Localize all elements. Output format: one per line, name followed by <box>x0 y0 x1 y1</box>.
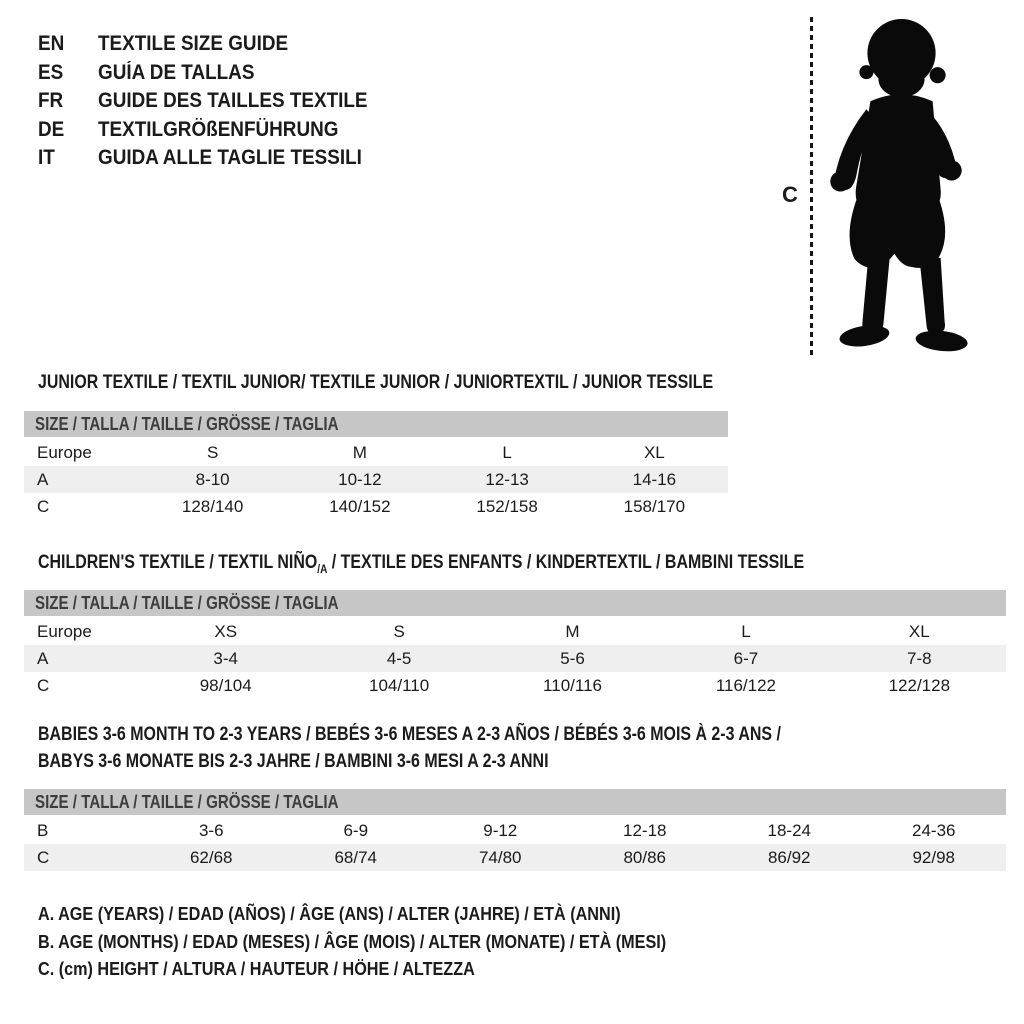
lang-title-de: TEXTILGRÖßENFÜHRUNG <box>98 117 339 141</box>
size-cell: 128/140 <box>181 496 244 516</box>
size-cell: 8-10 <box>195 469 230 489</box>
size-cell: 12-13 <box>485 469 529 489</box>
section-title-junior-text: JUNIOR TEXTILE / TEXTIL JUNIOR/ TEXTILE JUNIOR / JUNIORTEXTIL / JUNIOR TESSILE <box>38 372 714 393</box>
size-cell: 10-12 <box>338 469 382 489</box>
lang-code-de: DE <box>38 117 65 141</box>
children-title-pre: CHILDREN'S TEXTILE / TEXTIL NIÑO <box>38 552 318 573</box>
lang-row-es <box>38 59 397 88</box>
table-row <box>24 466 728 493</box>
table-row <box>24 844 1006 871</box>
table-row <box>24 817 1006 844</box>
size-cell: 9-12 <box>483 820 518 840</box>
size-cell: 18-24 <box>767 820 811 840</box>
lang-row-fr <box>38 87 397 116</box>
size-cell: 92/98 <box>912 847 956 867</box>
size-cell: 122/128 <box>888 675 951 695</box>
size-cell: 62/68 <box>189 847 233 867</box>
size-cell: 98/104 <box>199 675 252 695</box>
size-cell: 68/74 <box>334 847 378 867</box>
row-label: Europe <box>37 442 92 462</box>
size-table-junior <box>24 411 728 520</box>
size-cell: 80/86 <box>623 847 667 867</box>
table-header-junior <box>24 411 728 437</box>
lang-title-es: GUÍA DE TALLAS <box>98 60 255 84</box>
size-cell: 14-16 <box>632 469 677 489</box>
height-measure-label: C <box>782 182 798 207</box>
size-cell: M <box>565 621 580 641</box>
size-cell: 3-4 <box>213 648 238 668</box>
size-cell: 6-7 <box>733 648 759 668</box>
row-label: C <box>37 496 50 516</box>
babies-title-line2: BABYS 3-6 MONATE BIS 2-3 JAHRE / BAMBINI 3-6 MESI A 2-3 ANNI <box>38 751 549 772</box>
lang-row-de <box>38 116 397 145</box>
row-label: Europe <box>37 621 92 641</box>
legend-line-b: B. AGE (MONTHS) / EDAD (MESES) / ÂGE (MOIS) / ALTER (MONATE) / ETÀ (MESI) <box>38 931 667 952</box>
lang-title-en: TEXTILE SIZE GUIDE <box>98 32 289 56</box>
size-cell: 7-8 <box>907 648 932 668</box>
lang-code-es: ES <box>38 60 64 84</box>
babies-title-line1: BABIES 3-6 MONTH TO 2-3 YEARS / BEBÉS 3-6 MESES A 2-3 AÑOS / BÉBÉS 3-6 MOIS À 2-3 ANS / <box>38 724 781 745</box>
row-label: A <box>37 469 49 489</box>
size-cell: XL <box>643 442 665 462</box>
section-title-children-text <box>38 549 804 583</box>
size-cell: 4-5 <box>386 648 412 668</box>
children-title-sub: /A <box>317 561 328 576</box>
height-dotted-line <box>810 17 813 355</box>
toddler-silhouette-icon <box>824 17 970 355</box>
size-cell: S <box>206 442 219 462</box>
lang-row-it <box>38 144 397 173</box>
size-cell: L <box>502 442 512 462</box>
table-row <box>24 618 1006 645</box>
row-label: A <box>37 648 49 668</box>
size-cell: XS <box>214 621 238 641</box>
table-header-babies-text: SIZE / TALLA / TAILLE / GRÖSSE / TAGLIA <box>35 791 339 812</box>
language-title-list <box>38 30 397 173</box>
lang-code-it: IT <box>38 146 55 170</box>
lang-title-fr: GUIDE DES TAILLES TEXTILE <box>98 89 368 113</box>
size-cell: 140/152 <box>329 496 391 516</box>
size-cell: 158/170 <box>623 496 686 516</box>
table-row <box>24 645 1006 672</box>
size-cell: 5-6 <box>560 648 585 668</box>
size-cell: L <box>741 621 751 641</box>
size-cell: M <box>352 442 367 462</box>
table-header-babies <box>24 789 1006 815</box>
lang-code-en: EN <box>38 32 65 56</box>
size-cell: S <box>393 621 405 641</box>
size-table-children <box>24 590 1006 699</box>
section-title-children <box>38 549 950 583</box>
size-cell: 152/158 <box>476 496 538 516</box>
table-row <box>24 439 728 466</box>
legend-line-c: C. (cm) HEIGHT / ALTURA / HAUTEUR / HÖHE / ALTEZZA <box>38 959 475 979</box>
row-label: C <box>37 675 50 695</box>
lang-title-it: GUIDA ALLE TAGLIE TESSILI <box>98 146 362 170</box>
table-header-children-text: SIZE / TALLA / TAILLE / GRÖSSE / TAGLIA <box>35 592 339 613</box>
size-cell: 110/116 <box>543 675 602 695</box>
lang-row-en <box>38 30 397 59</box>
size-cell: 86/92 <box>767 847 811 867</box>
table-row <box>24 493 728 520</box>
lang-code-fr: FR <box>38 89 64 113</box>
size-cell: 6-9 <box>343 820 369 840</box>
legend-line-a: A. AGE (YEARS) / EDAD (AÑOS) / ÂGE (ANS) / ALTER (JAHRE) / ETÀ (ANNI) <box>38 904 621 924</box>
size-cell: 104/110 <box>369 675 430 695</box>
table-row <box>24 672 1006 699</box>
measurement-legend <box>38 901 736 984</box>
row-label: C <box>37 847 50 867</box>
row-label: B <box>37 820 49 840</box>
section-title-junior <box>38 369 842 396</box>
size-cell: 3-6 <box>198 820 224 840</box>
table-header-junior-text: SIZE / TALLA / TAILLE / GRÖSSE / TAGLIA <box>35 413 339 434</box>
size-cell: 12-18 <box>623 820 667 840</box>
size-cell: XL <box>908 621 930 641</box>
table-header-children <box>24 590 1006 616</box>
children-title-post: / TEXTILE DES ENFANTS / KINDERTEXTIL / BAMBINI TESSILE <box>327 552 805 573</box>
size-cell: 74/80 <box>478 847 522 867</box>
section-title-babies <box>38 721 922 775</box>
size-table-babies <box>24 789 1006 871</box>
size-cell: 116/122 <box>715 675 777 695</box>
size-cell: 24-36 <box>912 820 956 840</box>
